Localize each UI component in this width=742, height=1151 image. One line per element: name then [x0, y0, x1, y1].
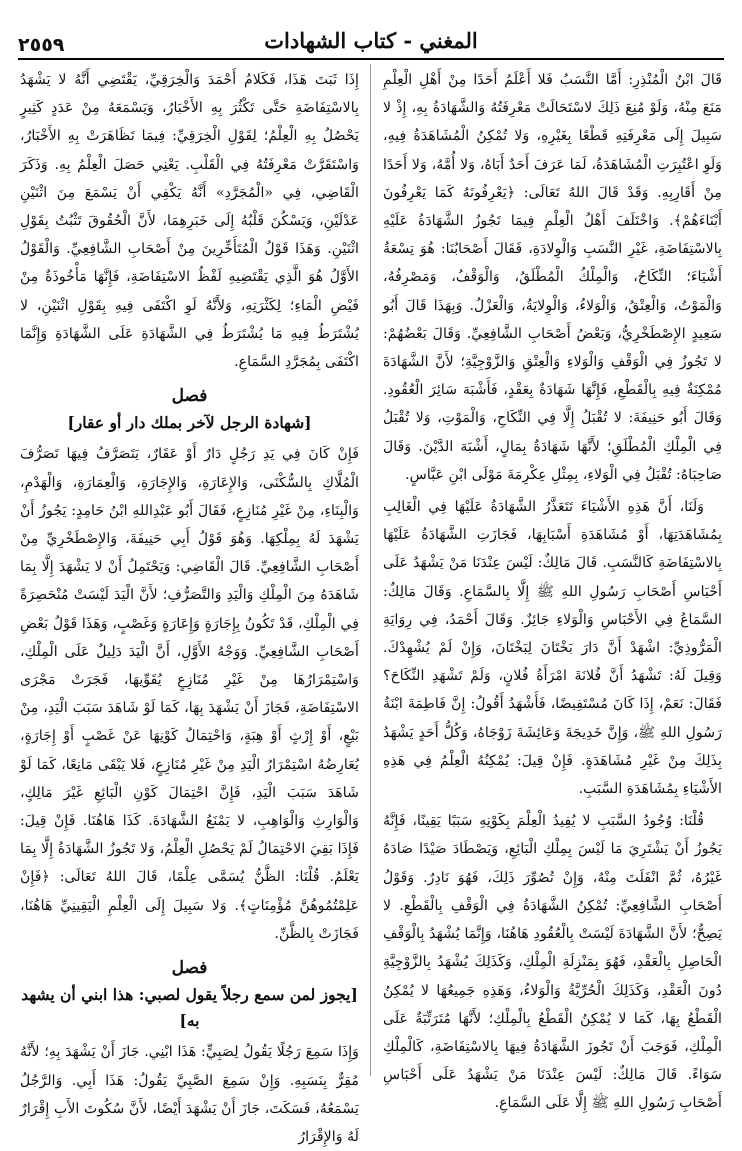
paragraph: قَالَ ابْنُ الْمُنْذِرِ: أَمَّا النَّسَبُ فَلا أَعْلَمُ أَحَدًا مِنْ أَهْلِ الْعِلْمِ مَنَعَ مِنْهُ، وَلَوْ مُنِعَ ذَلِكَ لاسْتَحَالَتْ مَعْرِفَتُهُ وَالشَّهَادَةُ بِهِ، إِذْ لا سَبِيلَ إِلَى مَعْرِفَتِهِ قَطْعًا بِغَيْرِهِ، وَلا تُمْكِنُ الْمُشَاهَدَةُ فِيهِ، وَلَوِ اعْتُبِرَتِ الْمُشَاهَدَةُ، لَمَا عَرَفَ أَحَدٌ أَبَاهُ، وَلا أُمَّهُ، وَلا أَحَدًا مِنْ أَقَارِبِهِ. وَقَدْ قَالَ اللهُ تَعَالَى: ﴿يَعْرِفُونَهُ كَمَا يَعْرِفُونَ أَبْنَاءَهُمْ﴾. وَاخْتَلَفَ أَهْلُ الْعِلْمِ فِيمَا تَجُوزُ الشَّهَادَةُ عَلَيْهِ بِالاسْتِفَاضَةِ، غَيْرِ النَّسَبِ وَالْوِلادَةِ، فَقَالَ أَصْحَابُنَا: هُوَ تِسْعَةُ أَشْيَاءَ؛ النِّكَاحُ، وَالْمِلْكُ الْمُطْلَقُ، وَالْوَقْفُ، وَمَصْرِفُهُ، وَالْمَوْتُ، وَالْعِتْقُ، وَالْوَلاءُ، وَالْوِلايَةُ، وَالْعَزْلُ. وَبِهَذَا قَالَ أَبُو سَعِيدٍ الإِصْطَخْرِيُّ، وَبَعْضُ أَصْحَابِ الشَّافِعِيِّ. وَقَالَ بَعْضُهُمْ: لا تَجُوزُ فِي الْوَقْفِ وَالْوَلاءِ وَالْعِتْقِ وَالزَّوْجِيَّةِ؛ لأَنَّ الشَّهَادَةَ مُمْكِنَةٌ فِيهِ بِالْقَطْعِ، فَإِنَّهَا شَهَادَةٌ بِعَقْدٍ، فَأَشْبَهَ سَائِرَ الْعُقُودِ. وَقَالَ أَبُو حَنِيفَةَ: لا تُقْبَلُ إِلَّا فِي النِّكَاحِ، وَالْمَوْتِ، وَلا تُقْبَلُ فِي الْمِلْكِ الْمُطْلَقِ؛ لأَنَّهَا شَهَادَةٌ بِمَالٍ، أَشْبَهَ الدَّيْنَ. وَقَالَ صَاحِبَاهُ: تُقْبَلُ فِي الْوَلاءِ، بِمِثْلِ عِكْرِمَةَ مَوْلَى ابْنِ عَبَّاسٍ. [383, 72, 722, 483]
running-title: المغني - كتاب الشهادات [264, 28, 478, 53]
column-divider [370, 64, 371, 1076]
left-column [20, 66, 359, 1145]
paragraph: وَلَنَا، أَنَّ هَذِهِ الأَشْيَاءَ تَتَعَذَّرُ الشَّهَادَةُ عَلَيْهَا فِي الْغَالِبِ بِمُشَاهَدَتِهَا، أَوْ مُشَاهَدَةِ أَسْبَابِهَا، فَجَازَتِ الشَّهَادَةُ عَلَيْهَا بِالاسْتِفَاضَةِ كَالنَّسَبِ. قَالَ مَالِكٌ: لَيْسَ عِنْدَنَا مَنْ يَشْهَدُ عَلَى أَحْبَاسِ أَصْحَابِ رَسُولِ اللهِ ﷺ إِلَّا بِالسَّمَاعِ. وَقَالَ مَالِكٌ: السَّمَاعُ فِي الأَحْبَاسِ وَالْوَلاءِ جَائِزٌ. وَقَالَ أَحْمَدُ، فِي رِوَايَةِ الْمَرُّوذِيِّ: اشْهَدْ أَنَّ دَارَ بَخْتَانَ لِبَخْتَانَ، وَإِنْ لَمْ يُشْهِدْكَ. وَقِيلَ لَهُ: تَشْهَدُ أَنَّ فُلانَةَ امْرَأَةُ فُلانٍ، وَلَمْ تَشْهَدِ النِّكَاحَ؟ فَقَالَ: نَعَمْ، إِذَا كَانَ مُسْتَفِيضًا، فَأَشْهَدُ أَقُولُ: إِنَّ فَاطِمَةَ ابْنَةُ رَسُولِ اللهِ ﷺ، وَإِنَّ خَدِيجَةَ وَعَائِشَةَ زَوْجَاهُ، وَكُلُّ أَحَدٍ يَشْهَدُ بِذَلِكَ مِنْ غَيْرِ مُشَاهَدَةٍ. فَإِنْ قِيلَ: يُمْكِنُهُ الْعِلْمُ فِي هَذِهِ الأَشْيَاءِ بِمُشَاهَدَةِ السَّبَبِ. [383, 499, 722, 798]
section-heading: فصل [171, 386, 208, 407]
paragraph: قُلْنَا: وُجُودُ السَّبَبِ لا يُفِيدُ الْعِلْمَ بِكَوْنِهِ سَبَبًا يَقِينًا، فَإِنَّهُ يَجُوزُ أَنْ يَشْتَرِيَ مَا لَيْسَ بِمِلْكِ الْبَائِعِ، وَيَصْطَادَ صَيْدًا صَادَهُ غَيْرُهُ، ثُمَّ انْفَلَتَ مِنْهُ، وَإِنْ تُصُوِّرَ ذَلِكَ، فَهُوَ نَادِرٌ. وَقَوْلُ أَصْحَابِ الشَّافِعِيِّ: تُمْكِنُ الشَّهَادَةُ فِي الْوَقْفِ بِالْقَطْعِ. لا يَصِحُّ؛ لأَنَّ الشَّهَادَةَ لَيْسَتْ بِالْعُقُودِ هَاهُنَا، وَإِنَّمَا يُشْهَدُ بِالْوَقْفِ الْحَاصِلِ بِالْعَقْدِ، فَهُوَ بِمَنْزِلَةِ الْمِلْكِ، وَكَذَلِكَ يُشْهَدُ بِالزَّوْجِيَّةِ دُونَ الْعَقْدِ، وَكَذَلِكَ الْحُرِّيَّةُ وَالْوَلاءُ، وَهَذِهِ جَمِيعُهَا لا يُمْكِنُ الْقَطْعُ بِهَا، كَمَا لا يُمْكِنُ الْقَطْعُ بِالْمِلْكِ؛ لأَنَّهَا مُتَرَتِّبَةٌ عَلَى الْمِلْكِ، فَوَجَبَ أَنْ تَجُوزَ الشَّهَادَةُ فِيهَا بِالاسْتِفَاضَةِ، كَالْمِلْكِ سَوَاءً. قَالَ مَالِكٌ: لَيْسَ عِنْدَنَا مَنْ يَشْهَدُ عَلَى أَحْبَاسِ أَصْحَابِ رَسُولِ اللهِ ﷺ إِلَّا عَلَى السَّمَاعِ. [383, 813, 722, 1112]
section-title: [يجوز لمن سمع رجلاً يقول لصبي: هذا ابني أن يشهد به] [21, 985, 358, 1031]
paragraph: وَإِذَا سَمِعَ رَجُلًا يَقُولُ لِصَبِيٍّ: هَذَا ابْنِي. جَازَ أَنْ يَشْهَدَ بِهِ؛ لأَنَّهُ مُقِرٌّ بِنَسَبِهِ. وَإِنْ سَمِعَ الصَّبِيَّ يَقُولُ: هَذَا أَبِي. وَالرَّجُلُ يَسْمَعُهُ، فَسَكَتَ، جَازَ أَنْ يَشْهَدَ أَيْضًا، لأَنَّ سُكُوتَ الأَبِ إِقْرَارٌ لَهُ وَالإِقْرَارُ [20, 1044, 359, 1145]
paragraph: فَإِنْ كَانَ فِي يَدِ رَجُلٍ دَارٌ أَوْ عَقَارٌ، يَتَصَرَّفُ فِيهَا تَصَرُّفَ الْمُلَّاكِ بِالسُّكْنَى، وَالإِعَارَةِ، وَالإِجَارَةِ، وَالْعِمَارَةِ، وَالْهَدْمِ، وَالْبِنَاءِ، مِنْ غَيْرِ مُنَازِعٍ، فَقَالَ أَبُو عَبْدِاللهِ ابْنُ حَامِدٍ: يَجُوزُ أَنْ يَشْهَدَ لَهُ بِمِلْكِهَا. وَهُوَ قَوْلُ أَبِي حَنِيفَةَ، وَالإِصْطَخْرِيِّ مِنْ أَصْحَابِ الشَّافِعِيِّ. قَالَ الْقَاضِي: وَيَحْتَمِلُ أَنْ لا يَشْهَدَ إِلَّا بِمَا شَاهَدَهُ مِنَ الْمِلْكِ وَالْيَدِ وَالتَّصَرُّفِ؛ لأَنَّ الْيَدَ لَيْسَتْ مُنْحَصِرَةً فِي الْمِلْكِ، قَدْ تَكُونُ بِإِجَارَةٍ وَإِعَارَةٍ وَغَصْبٍ، وَهَذَا قَوْلُ بَعْضِ أَصْحَابِ الشَّافِعِيِّ. وَوَجْهُ الأَوَّلِ، أَنَّ الْيَدَ دَلِيلٌ عَلَى الْمِلْكِ، وَاسْتِمْرَارُهَا مِنْ غَيْرِ مُنَازِعٍ يُقَوِّيهَا، فَجَرَتْ مَجْرَى الاسْتِفَاضَةِ، فَجَازَ أَنْ يَشْهَدَ بِهَا، كَمَا لَوْ شَاهَدَ سَبَبَ الْيَدِ، مِنْ بَيْعٍ، أَوْ إِرْثٍ أَوْ هِبَةٍ، وَاحْتِمَالُ كَوْنِهَا عَنْ غَصْبٍ أَوْ إِجَارَةٍ، يُعَارِضُهُ اسْتِمْرَارُ الْيَدِ مِنْ غَيْرِ مُنَازِعٍ، فَلا يَبْقَى مَانِعًا، كَمَا لَوْ شَاهَدَ سَبَبَ الْيَدِ، فَإِنَّ احْتِمَالَ كَوْنِ الْبَائِعِ غَيْرَ مَالِكٍ، وَالْوَارِثِ وَالْوَاهِبِ، لا يَمْنَعُ الشَّهَادَةَ. كَذَا هَاهُنَا. فَإِنْ قِيلَ: فَإِذَا بَقِيَ الاحْتِمَالُ لَمْ يَحْصُلِ الْعِلْمُ، وَلا تَجُوزُ الشَّهَادَةُ إِلَّا بِمَا يَعْلَمُ. قُلْنَا: الظَّنُّ يُسَمَّى عِلْمًا، قَالَ اللهُ تَعَالَى: ﴿فَإِنْ عَلِمْتُمُوهُنَّ مُؤْمِنَاتٍ﴾. وَلا سَبِيلَ إِلَى الْعِلْمِ الْيَقِينِيِّ هَاهُنَا، فَجَازَتْ بِالظَّنِّ. [20, 446, 359, 942]
page-number: ٢٥٥٩ [18, 34, 65, 56]
section-title: [شهادة الرجل لآخر بملك دار أو عقار] [67, 413, 312, 433]
paragraph: إِذَا ثَبَتَ هَذَا، فَكَلامُ أَحْمَدَ وَالْخِرَقِيِّ، يَقْتَضِي أَنَّهُ لا يَشْهَدُ بِالاسْتِفَاضَةِ حَتَّى تَكْثُرَ بِهِ الأَخْبَارُ، وَيَسْمَعَهُ مِنْ عَدَدٍ كَثِيرٍ يَحْصُلُ بِهِ الْعِلْمُ؛ لِقَوْلِ الْخِرَقِيِّ: فِيمَا تَظَاهَرَتْ بِهِ الأَخْبَارُ، وَاسْتَقَرَّتْ مَعْرِفَتُهُ فِي الْقَلْبِ. يَعْنِي حَصَلَ الْعِلْمُ بِهِ. وَذَكَرَ الْقَاضِي، فِي «الْمُجَرَّدِ» أَنَّهُ يَكْفِي أَنْ يَسْمَعَ مِنَ اثْنَيْنِ عَدْلَيْنِ، وَيَسْكُنَ قَلْبُهُ إِلَى خَبَرِهِمَا، لأَنَّ الْحُقُوقَ تَثْبُتُ بِقَوْلِ اثْنَيْنِ. وَهَذَا قَوْلُ الْمُتَأَخِّرِينَ مِنْ أَصْحَابِ الشَّافِعِيِّ. وَالْقَوْلُ الأَوَّلُ هُوَ الَّذِي يَقْتَضِيهِ لَفْظُ الاسْتِفَاضَةِ، فَإِنَّهَا مَأْخُوذَةٌ مِنْ فَيْضِ الْمَاءِ؛ لِكَثْرَتِهِ، وَلأَنَّهُ لَوِ اكْتَفَى فِيهِ بِقَوْلِ اثْنَيْنِ، لا يُشْتَرَطُ فِيهِ مَا يُشْتَرَطُ فِي الشَّهَادَةِ عَلَى الشَّهَادَةِ وَإِنَّمَا اكْتَفَى بِمُجَرَّدِ السَّمَاعِ. [20, 72, 359, 371]
section-heading: فصل [171, 958, 208, 979]
right-column [383, 66, 722, 1112]
header-rule [18, 58, 724, 60]
page-header [0, 0, 742, 56]
